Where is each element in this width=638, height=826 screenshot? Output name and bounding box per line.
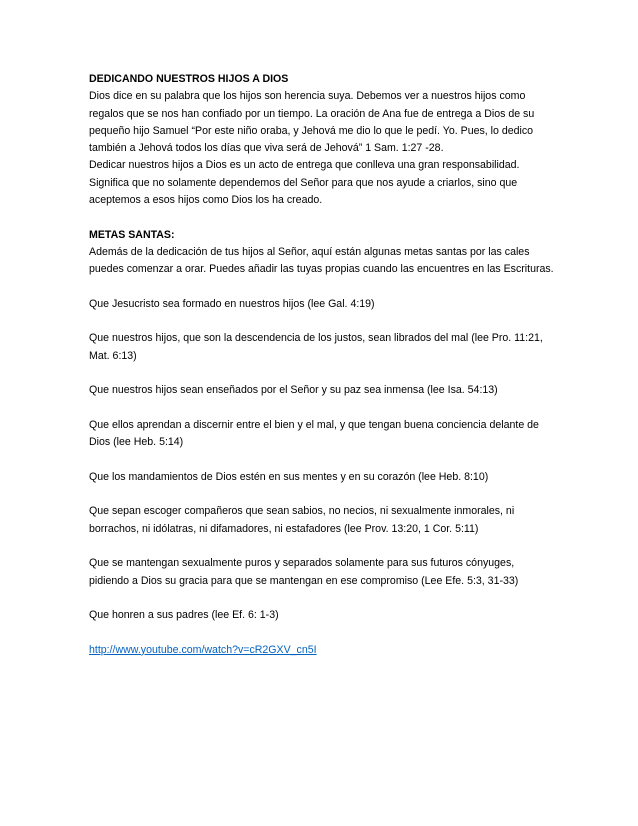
spacer: [89, 313, 559, 330]
spacer: [89, 452, 559, 469]
spacer: [89, 538, 559, 555]
goal-item: Que ellos aprendan a discernir entre el bien y el mal, y que tengan buena conciencia delante de Dios (lee Heb. 5:14): [89, 418, 539, 449]
spacer: [89, 365, 559, 382]
spacer: [89, 400, 559, 417]
spacer: [89, 625, 559, 642]
goal-item: Que honren a sus padres (lee Ef. 6: 1-3): [89, 609, 279, 622]
heading-metas-santas: METAS SANTAS:: [89, 228, 175, 241]
document-body: [89, 71, 559, 659]
goal-item: Que nuestros hijos, que son la descendencia de los justos, sean librados del mal (lee Pro. 11:21, Mat. 6:13): [89, 332, 543, 362]
goal-item: Que sepan escoger compañeros que sean sabios, no necios, ni sexualmente inmorales, ni borrachos, ni idólatras, ni difamadores, ni estafadores (lee Prov. 13:20, 1 Cor. 5:11): [89, 505, 515, 535]
goal-item: Que Jesucristo sea formado en nuestros hijos (lee Gal. 4:19): [89, 297, 375, 310]
goal-item: Que se mantengan sexualmente puros y separados solamente para sus futuros cónyuges, pidiendo a Dios su gracia para que se mantengan en ese compromiso (Lee Efe. 5:3, 31-33): [89, 557, 519, 587]
intro-paragraph: Dios dice en su palabra que los hijos son herencia suya. Debemos ver a nuestros hijos como regalos que se nos han confiado por un tiempo. La oración de Ana fue de entrega a Dios de su pequeño hijo Samuel “Por este niño oraba, y Jehová me dio lo que le pedí. Yo. Pues, lo dedico también a Jehová todos los días que viva será de Jehová” 1 Sam. 1:27 -28. Dedicar nuestros hijos a Dios es un acto de entrega que conlleva una gran responsabilidad. Significa que no solamente dependemos del Señor para que nos ayude a criarlos, sino que aceptemos a esos hijos como Dios los ha creado.: [89, 90, 535, 207]
spacer: [89, 209, 559, 226]
spacer: [89, 279, 559, 296]
spacer: [89, 486, 559, 503]
spacer: [89, 590, 559, 607]
goal-item: Que nuestros hijos sean enseñados por el Señor y su paz sea inmensa (lee Isa. 54:13): [89, 384, 498, 397]
goal-item: Que los mandamientos de Dios estén en sus mentes y en su corazón (lee Heb. 8:10): [89, 470, 489, 483]
youtube-link[interactable]: http://www.youtube.com/watch?v=cR2GXV_cn5I: [89, 643, 317, 656]
goals-intro-paragraph: Además de la dedicación de tus hijos al Señor, aquí están algunas metas santas por las cales puedes comenzar a orar. Puedes añadir las tuyas propias cuando las encuentres en las Escrituras.: [89, 245, 554, 276]
heading-dedicando: DEDICANDO NUESTROS HIJOS A DIOS: [89, 73, 289, 85]
youtube-link-line: [89, 642, 559, 659]
